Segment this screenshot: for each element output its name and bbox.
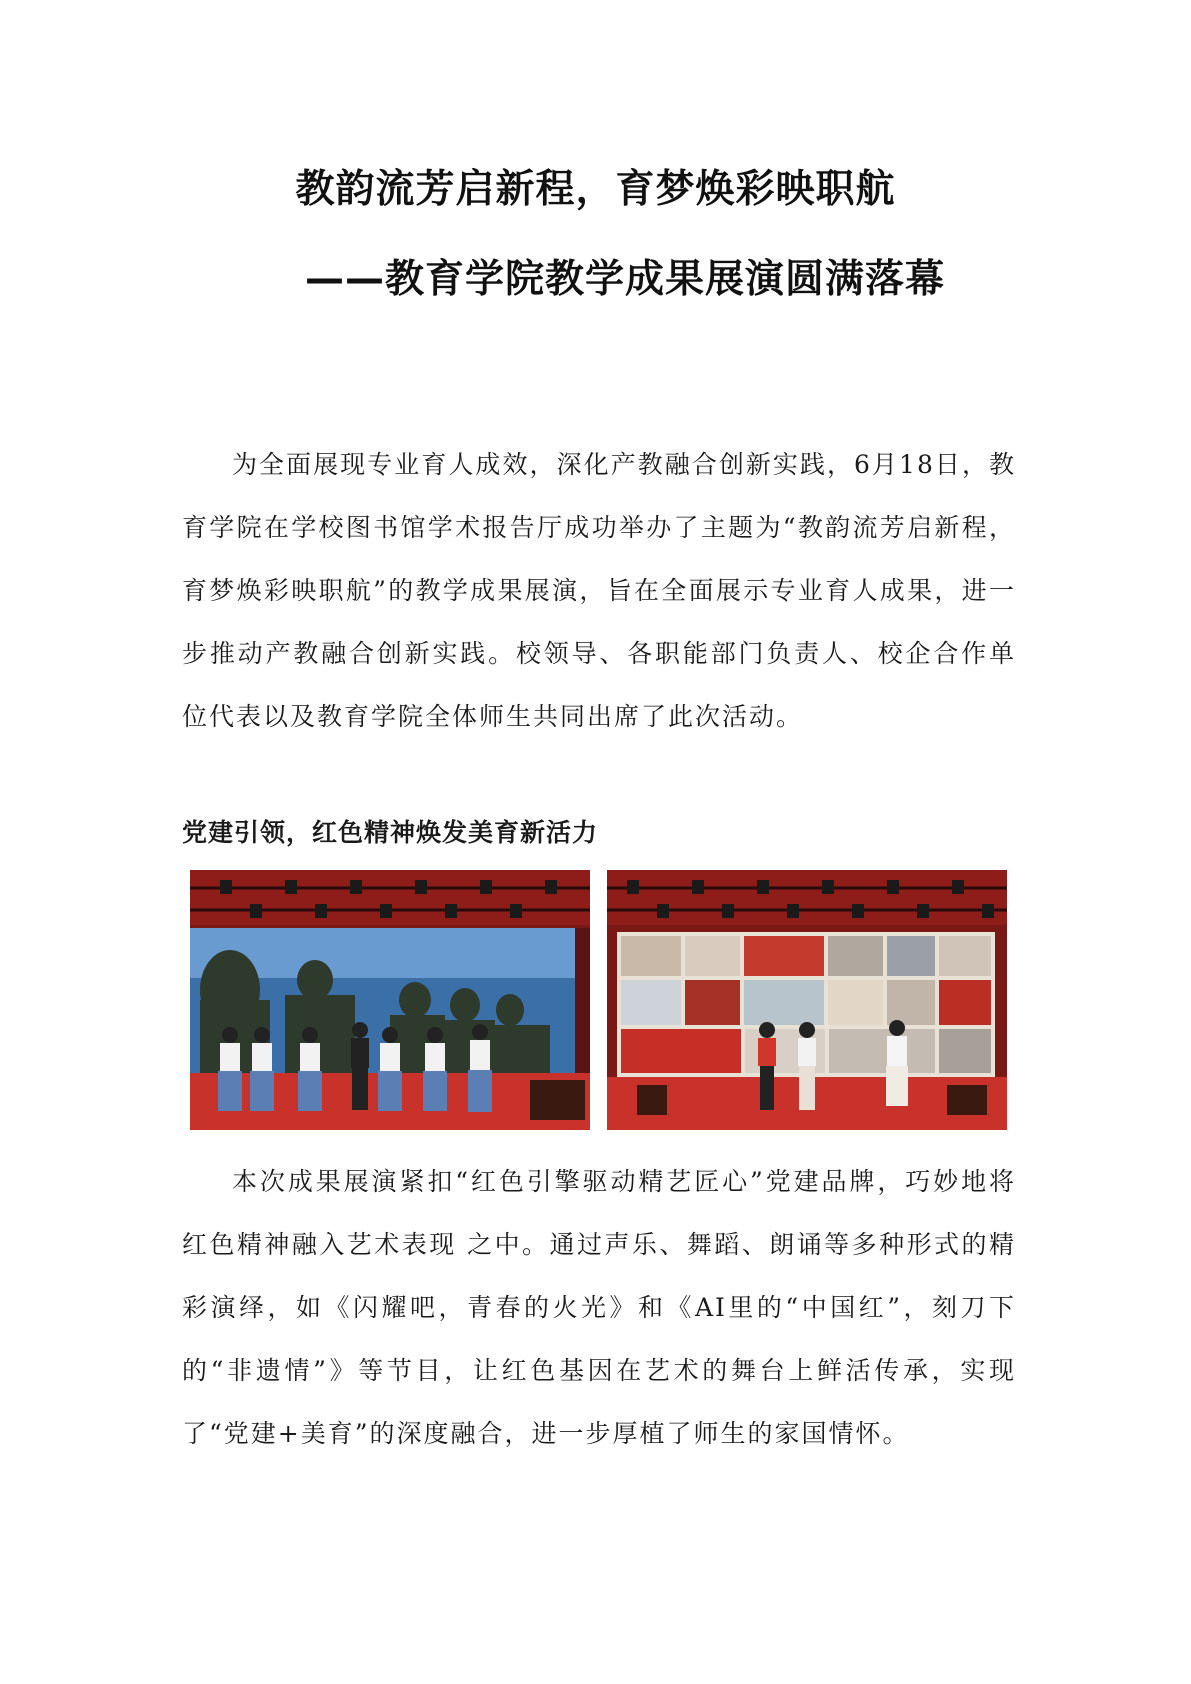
choir-performance-photo [190,870,590,1130]
section-heading: 党建引领，红色精神焕发美育新活力 [182,818,599,847]
page-subtitle: ——教育学院教学成果展演圆满落幕 [305,257,946,302]
section-paragraph: 本次成果展演紧扣“红色引擎驱动精艺匠心”党建品牌，巧妙地将红色精神融入艺术表现 之中。通过声乐、舞蹈、朗诵等多种形式的精彩演绎，如《闪耀吧，青春的火光》和《AI里的“中国红”，刻刀下的“非遗情”》等节目，让红色基因在艺术的舞台上鲜活传承，实现了“党建+美育”的深度融合，进一步厚植了师生的家国情怀。 [182,1167,1016,1448]
intro-paragraph: 为全面展现专业育人成效，深化产教融合创新实践，6月18日，教育学院在学校图书馆学术报告厅成功举办了主题为“教韵流芳启新程，育梦焕彩映职航”的教学成果展演，旨在全面展示专业育人成果，进一步推动产教融合创新实践。校领导、各职能部门负责人、校企合作单位代表以及教育学院全体师生共同出席了此次活动。 [182,450,1016,731]
paper-cutting-performance-photo [607,870,1007,1130]
page-title: 教韵流芳启新程，育梦焕彩映职航 [295,167,896,212]
